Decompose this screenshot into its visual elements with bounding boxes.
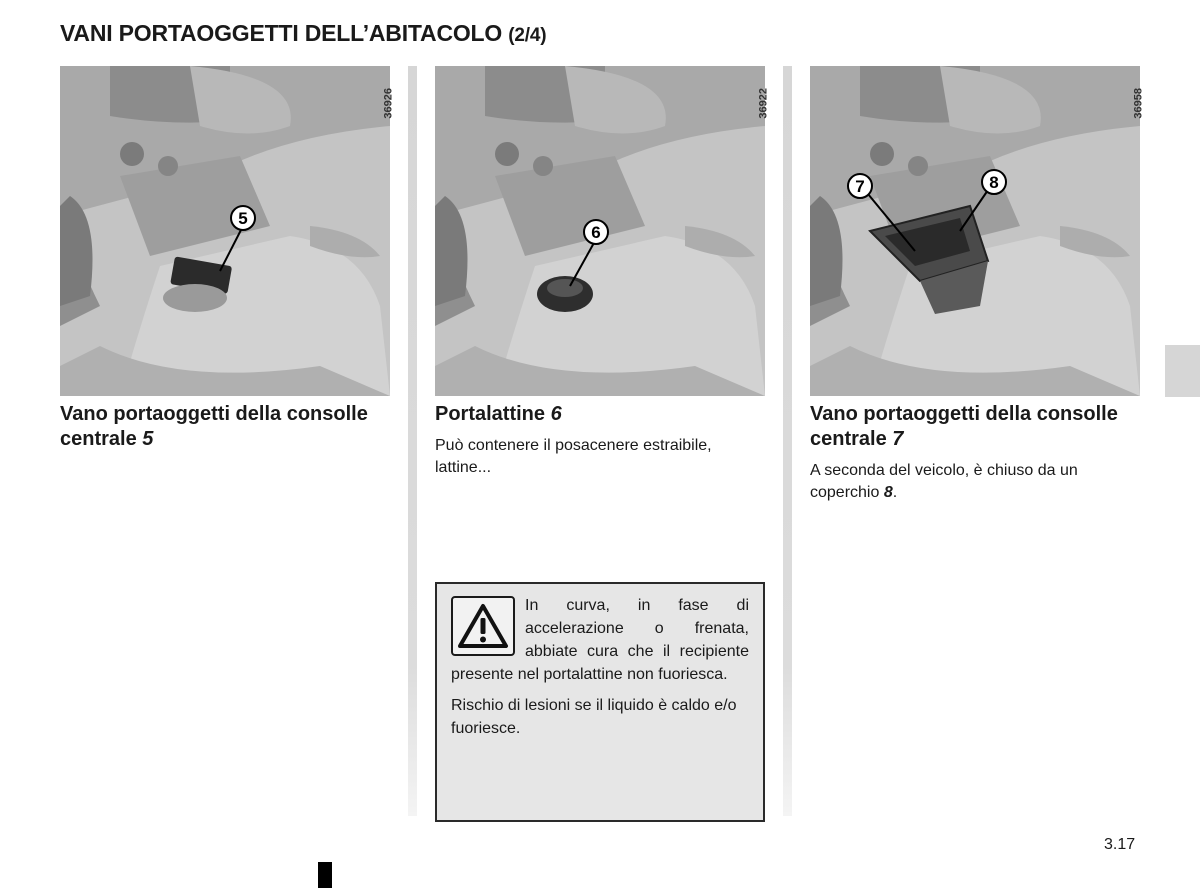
crop-mark bbox=[318, 862, 332, 888]
chapter-tab bbox=[1165, 345, 1200, 397]
figure-id: 36926 bbox=[383, 88, 395, 119]
page-title bbox=[60, 20, 546, 47]
warning-text: Rischio di lesioni se il liquido è caldo e/o fuoriesce. bbox=[451, 697, 737, 737]
column-separator bbox=[783, 66, 792, 816]
callout-label: 8 bbox=[989, 173, 999, 192]
callout-label: 5 bbox=[238, 209, 248, 228]
callout-label: 6 bbox=[591, 223, 601, 242]
page-indicator: (2/4) bbox=[508, 25, 547, 46]
body-ref: 8 bbox=[883, 484, 893, 501]
section-heading bbox=[435, 402, 765, 427]
section-heading bbox=[810, 402, 1140, 452]
heading-ref: 6 bbox=[550, 403, 562, 425]
section-body: Può contenere il posacenere estraibile, lattine... bbox=[435, 437, 712, 476]
warning-box bbox=[435, 582, 765, 822]
figure-id: 36922 bbox=[758, 88, 770, 119]
heading-text: Vano portaoggetti della consolle centrale bbox=[60, 403, 368, 450]
heading-ref: 7 bbox=[892, 428, 904, 450]
heading-ref: 5 bbox=[142, 428, 154, 450]
body-suffix: . bbox=[892, 484, 898, 501]
warning-triangle-icon bbox=[451, 596, 515, 656]
heading-text: Vano portaoggetti della consolle centrale bbox=[810, 403, 1118, 450]
callout-label: 7 bbox=[855, 177, 865, 196]
figure-lidded-storage bbox=[810, 66, 1145, 396]
page-title-text: VANI PORTAOGGETTI DELL’ABITACOLO bbox=[60, 20, 503, 46]
section-body bbox=[810, 460, 1145, 504]
figure-console-storage bbox=[60, 66, 395, 396]
column-separator bbox=[408, 66, 417, 816]
page-number: 3.17 bbox=[1104, 836, 1136, 853]
body-text: A seconda del veicolo, è chiuso da un coperchio bbox=[810, 462, 1078, 501]
warning-text: In curva, in fase di accelerazione o frenata, abbiate cura che il recipiente presente nel portalattine non fuoriesca. bbox=[451, 597, 749, 683]
section-heading bbox=[60, 402, 390, 452]
figure-id: 36958 bbox=[1133, 88, 1145, 119]
heading-text: Portalattine bbox=[435, 403, 546, 425]
figure-can-holder bbox=[435, 66, 770, 396]
